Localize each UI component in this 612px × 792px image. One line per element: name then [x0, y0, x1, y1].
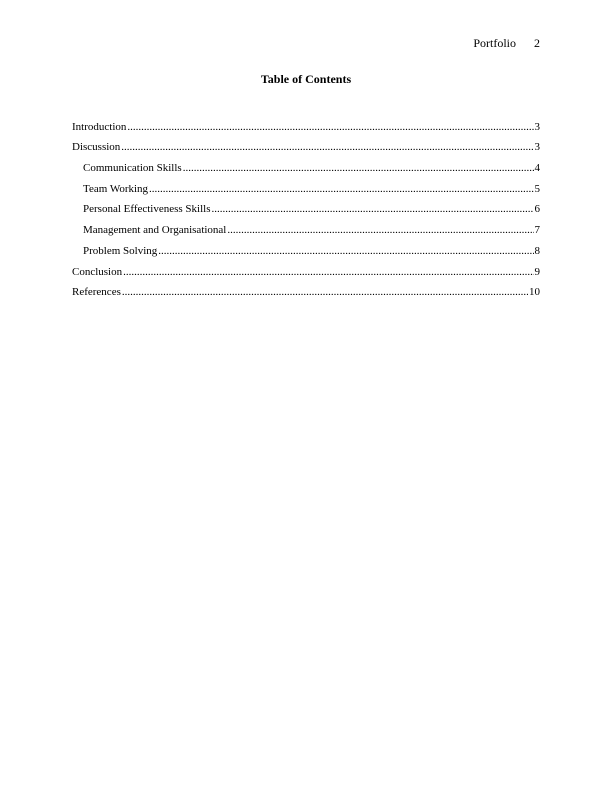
toc-entry-label: Management and Organisational — [83, 224, 227, 237]
toc-dot-leader — [212, 203, 534, 216]
running-head-title: Portfolio — [473, 36, 516, 50]
toc-entry-label: References — [72, 286, 121, 299]
toc-entry-problem-solving[interactable] — [72, 237, 540, 258]
toc-entry-page: 6 — [534, 203, 540, 216]
toc-entry-page: 8 — [534, 244, 540, 257]
toc-entry-personal-effectiveness-skills[interactable] — [72, 196, 540, 217]
toc-entry-page: 9 — [534, 265, 540, 278]
toc-dot-leader — [123, 266, 533, 279]
toc-entry-page: 7 — [534, 224, 540, 237]
toc-entry-page: 5 — [534, 182, 540, 195]
toc-dot-leader — [121, 141, 533, 154]
toc-dot-leader — [227, 224, 533, 237]
toc-entry-label: Problem Solving — [83, 244, 158, 257]
toc-entry-label: Team Working — [83, 182, 149, 195]
toc-entry-team-working[interactable] — [72, 175, 540, 196]
toc-dot-leader — [149, 183, 533, 196]
toc-entry-label: Introduction — [72, 120, 127, 133]
toc-dot-leader — [122, 286, 528, 299]
toc-entry-label: Personal Effectiveness Skills — [83, 203, 211, 216]
toc-entry-conclusion[interactable] — [72, 258, 540, 279]
toc-entry-page: 3 — [534, 141, 540, 154]
toc-entry-references[interactable] — [72, 279, 540, 300]
running-head — [473, 36, 540, 50]
toc-entry-label: Discussion — [72, 141, 121, 154]
toc-entry-management-and-organisational[interactable] — [72, 216, 540, 237]
toc-entry-page: 10 — [529, 286, 540, 299]
page-number: 2 — [534, 36, 540, 50]
toc-entry-discussion[interactable] — [72, 134, 540, 155]
toc-entry-page: 4 — [534, 162, 540, 175]
toc-entry-page: 3 — [534, 120, 540, 133]
toc-entry-label: Conclusion — [72, 265, 123, 278]
toc-heading: Table of Contents — [260, 72, 352, 86]
table-of-contents — [72, 113, 540, 299]
toc-entry-communication-skills[interactable] — [72, 154, 540, 175]
toc-dot-leader — [158, 245, 533, 258]
toc-dot-leader — [127, 121, 533, 134]
toc-dot-leader — [183, 162, 534, 175]
toc-entry-introduction[interactable] — [72, 113, 540, 134]
toc-entry-label: Communication Skills — [83, 162, 182, 175]
